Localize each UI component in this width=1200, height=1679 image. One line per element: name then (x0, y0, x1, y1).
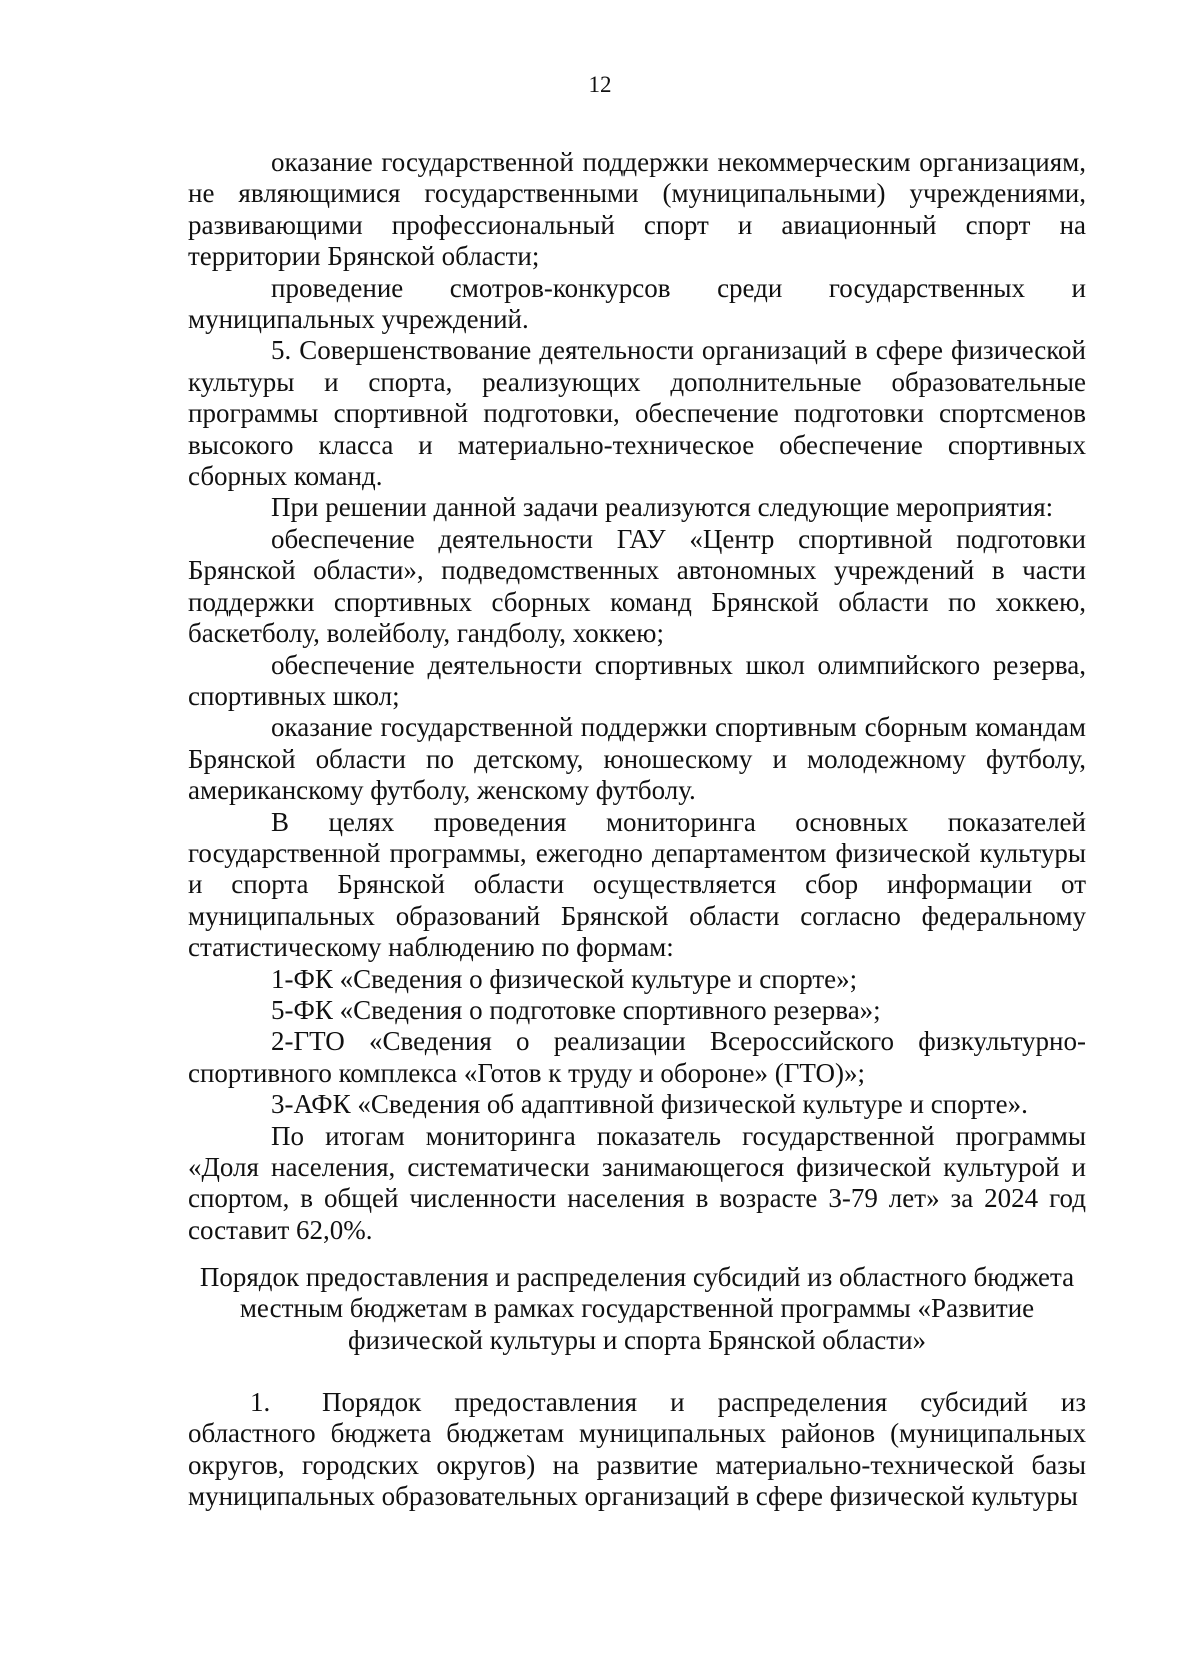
paragraph-form-3afk: 3-АФК «Сведения об адаптивной физической культуре и спорте». (271, 1089, 1028, 1120)
paragraph-monitoring-result: По итогам мониторинга показатель государственной программы «Доля населения, систематически занимающегося физической культурой и спортом, в общей численности населения в возрасте 3-79 лет» за 2024 год составит 62,0%. (188, 1120, 1086, 1245)
section-1 (188, 1387, 1086, 1513)
paragraph-sport-schools: обеспечение деятельности спортивных школ олимпийского резерва, спортивных школ; (188, 649, 1086, 711)
section-1-paragraph (188, 1387, 1086, 1513)
paragraph-gau-center: обеспечение деятельности ГАУ «Центр спортивной подготовки Брянской области», подведомственных автономных учреждений в части поддержки спортивных сборных команд Брянской области по хоккею, баскетболу, волейболу, гандболу, хоккею; (188, 523, 1086, 649)
paragraph-monitoring: В целях проведения мониторинга основных показателей государственной программы, ежегодно департаментом физической культуры и спорта Брянской области осуществляется сбор информации от муниципальных образований Брянской области согласно федеральному статистическому наблюдению по формам: (188, 806, 1086, 963)
paragraph-football-support: оказание государственной поддержки спортивным сборным командам Брянской области по детскому, юношескому и молодежному футболу, американскому футболу, женскому футболу. (188, 712, 1086, 806)
body-text (188, 147, 1086, 1246)
paragraph-contests: проведение смотров-конкурсов среди государственных и муниципальных учреждений. (188, 272, 1086, 335)
paragraph-measures-intro: При решении данной задачи реализуются следующие мероприятия: (271, 492, 1054, 523)
paragraph-support-nko: оказание государственной поддержки некоммерческим организациям, не являющимися государственными (муниципальными) учреждениями, развивающими профессиональный спорт и авиационный спорт на территории Брянской области; (188, 147, 1086, 272)
paragraph-task-5: 5. Совершенствование деятельности организаций в сфере физической культуры и спорта, реализующих дополнительные образовательные программы спортивной подготовки, обеспечение подготовки спортсменов высокого класса и материально-техническое обеспечение спортивных сборных команд. (188, 335, 1086, 492)
paragraph-form-1fk: 1-ФК «Сведения о физической культуре и спорте»; (271, 963, 858, 994)
section-1-number: 1. (250, 1387, 271, 1417)
section-heading-line: Порядок предоставления и распределения субсидий из областного бюджета (199, 1262, 1075, 1292)
paragraph-form-2gto: 2-ГТО «Сведения о реализации Всероссийского физкультурно-спортивного комплекса «Готов к труду и обороне» (ГТО)»; (188, 1026, 1086, 1088)
page-number: 12 (588, 72, 612, 97)
section-heading-line: физической культуры и спорта Брянской области» (347, 1324, 927, 1355)
paragraph-form-5fk: 5-ФК «Сведения о подготовке спортивного резерва»; (271, 994, 881, 1025)
section-1-text: Порядок предоставления и распределения субсидий из областного бюджета бюджетам муниципальных районов (муниципальных округов, городских округов) на развитие материально-технической базы муниципальных образовательных организаций в сфере физической культуры (188, 1387, 1086, 1512)
section-heading-line: местным бюджетам в рамках государственной программы «Развитие (239, 1293, 1035, 1324)
section-heading (188, 1262, 1086, 1356)
